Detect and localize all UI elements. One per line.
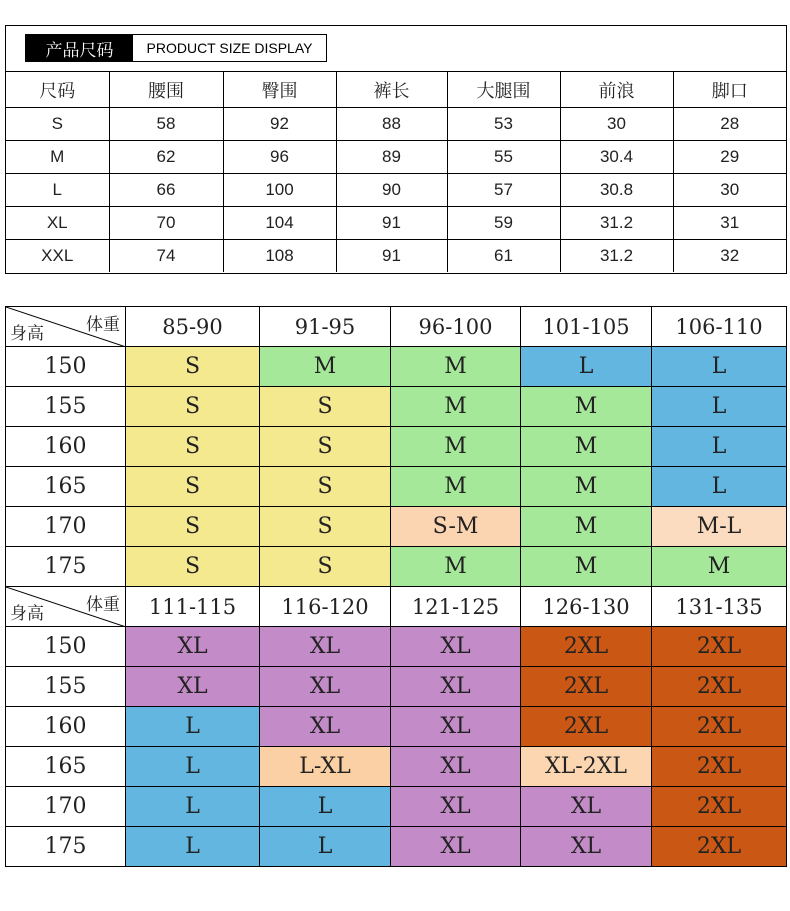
- height-cell: 170: [6, 507, 126, 547]
- weight-range-cell: 91-95: [260, 307, 391, 347]
- size-value-cell: 59: [447, 207, 560, 240]
- recommended-size-cell: L: [260, 827, 391, 867]
- size-value-cell: 30: [560, 108, 673, 141]
- size-value-cell: 104: [223, 207, 336, 240]
- size-value-cell: 58: [109, 108, 223, 141]
- size-value-cell: 29: [673, 141, 786, 174]
- recommended-size-cell: M: [391, 467, 521, 507]
- recommended-size-cell: M: [521, 387, 652, 427]
- size-value-cell: 30.4: [560, 141, 673, 174]
- recommended-size-cell: M: [391, 347, 521, 387]
- recommended-size-cell: 2XL: [652, 707, 787, 747]
- recommended-size-cell: 2XL: [652, 627, 787, 667]
- size-table-row: [6, 240, 786, 273]
- size-table-header-cell: 臀围: [223, 72, 336, 108]
- recommended-size-cell: XL: [521, 787, 652, 827]
- recommended-size-cell: XL: [391, 627, 521, 667]
- recommended-size-cell: XL: [391, 747, 521, 787]
- size-value-cell: 70: [109, 207, 223, 240]
- recommended-size-cell: XL: [260, 707, 391, 747]
- height-row: [6, 667, 787, 707]
- height-cell: 155: [6, 387, 126, 427]
- size-value-cell: 28: [673, 108, 786, 141]
- size-table-header-cell: 尺码: [6, 72, 109, 108]
- recommended-size-cell: L: [260, 787, 391, 827]
- height-cell: 165: [6, 467, 126, 507]
- recommended-size-cell: 2XL: [521, 627, 652, 667]
- recommended-size-cell: S-M: [391, 507, 521, 547]
- size-value-cell: 66: [109, 174, 223, 207]
- size-recommendation-table: [5, 306, 787, 867]
- size-table-header-row: [6, 72, 786, 108]
- corner-height-label: 身高: [10, 604, 44, 624]
- corner-header-cell: [6, 587, 126, 627]
- recommended-size-cell: M: [652, 547, 787, 587]
- size-value-cell: 90: [336, 174, 447, 207]
- recommended-size-cell: M: [521, 467, 652, 507]
- height-cell: 175: [6, 827, 126, 867]
- height-row: [6, 787, 787, 827]
- recommended-size-cell: XL: [521, 827, 652, 867]
- size-value-cell: 96: [223, 141, 336, 174]
- size-table-row: [6, 207, 786, 240]
- size-value-cell: 92: [223, 108, 336, 141]
- corner-height-label: 身高: [10, 324, 44, 344]
- size-chart-title: [25, 34, 327, 62]
- recommended-size-cell: 2XL: [521, 707, 652, 747]
- recommended-size-cell: XL: [260, 627, 391, 667]
- height-row: [6, 627, 787, 667]
- size-table-header-cell: 脚口: [673, 72, 786, 108]
- height-row: [6, 707, 787, 747]
- size-label-cell: S: [6, 108, 109, 141]
- recommended-size-cell: XL: [391, 667, 521, 707]
- recommended-size-cell: L: [126, 787, 260, 827]
- recommended-size-cell: L: [521, 347, 652, 387]
- size-label-cell: XXL: [6, 240, 109, 273]
- height-cell: 170: [6, 787, 126, 827]
- size-value-cell: 55: [447, 141, 560, 174]
- recommended-size-cell: 2XL: [652, 787, 787, 827]
- recommended-size-cell: M: [391, 387, 521, 427]
- recommended-size-cell: L: [126, 707, 260, 747]
- height-row: [6, 387, 787, 427]
- height-row: [6, 747, 787, 787]
- height-row: [6, 827, 787, 867]
- size-chart-title-cn: 产品尺码: [26, 35, 133, 61]
- weight-range-cell: 101-105: [521, 307, 652, 347]
- size-value-cell: 31.2: [560, 240, 673, 273]
- size-value-cell: 108: [223, 240, 336, 273]
- size-value-cell: 74: [109, 240, 223, 273]
- recommended-size-cell: M: [260, 347, 391, 387]
- recommended-size-cell: M-L: [652, 507, 787, 547]
- height-row: [6, 507, 787, 547]
- recommended-size-cell: 2XL: [652, 667, 787, 707]
- recommended-size-cell: M: [521, 427, 652, 467]
- weight-range-cell: 131-135: [652, 587, 787, 627]
- size-label-cell: XL: [6, 207, 109, 240]
- recommended-size-cell: XL: [126, 627, 260, 667]
- size-value-cell: 89: [336, 141, 447, 174]
- size-table-row: [6, 108, 786, 141]
- corner-weight-label: 体重: [86, 315, 120, 335]
- weight-header-row: [6, 587, 787, 627]
- size-table-header-cell: 大腿围: [447, 72, 560, 108]
- size-value-cell: 61: [447, 240, 560, 273]
- recommended-size-cell: S: [126, 347, 260, 387]
- recommended-size-cell: M: [391, 547, 521, 587]
- size-table-header-cell: 裤长: [336, 72, 447, 108]
- size-table-header-cell: 腰围: [109, 72, 223, 108]
- weight-range-cell: 96-100: [391, 307, 521, 347]
- recommended-size-cell: S: [126, 547, 260, 587]
- recommended-size-cell: L: [652, 427, 787, 467]
- size-value-cell: 91: [336, 240, 447, 273]
- recommended-size-cell: S: [126, 467, 260, 507]
- height-row: [6, 547, 787, 587]
- recommended-size-cell: S: [260, 507, 391, 547]
- recommended-size-cell: XL: [126, 667, 260, 707]
- recommended-size-cell: L: [126, 747, 260, 787]
- recommended-size-cell: L: [652, 467, 787, 507]
- size-table-row: [6, 141, 786, 174]
- size-value-cell: 31.2: [560, 207, 673, 240]
- recommended-size-cell: S: [126, 387, 260, 427]
- weight-range-cell: 121-125: [391, 587, 521, 627]
- size-value-cell: 31: [673, 207, 786, 240]
- recommended-size-cell: 2XL: [652, 827, 787, 867]
- recommended-size-cell: XL: [391, 827, 521, 867]
- size-chart: [5, 25, 787, 274]
- size-chart-title-en: PRODUCT SIZE DISPLAY: [133, 35, 326, 61]
- size-value-cell: 30.8: [560, 174, 673, 207]
- recommended-size-cell: M: [521, 507, 652, 547]
- recommended-size-cell: XL: [391, 787, 521, 827]
- size-value-cell: 53: [447, 108, 560, 141]
- weight-range-cell: 106-110: [652, 307, 787, 347]
- height-cell: 165: [6, 747, 126, 787]
- height-row: [6, 467, 787, 507]
- size-value-cell: 100: [223, 174, 336, 207]
- recommended-size-cell: M: [521, 547, 652, 587]
- recommended-size-cell: S: [126, 427, 260, 467]
- recommended-size-cell: S: [260, 467, 391, 507]
- weight-range-cell: 116-120: [260, 587, 391, 627]
- weight-header-row: [6, 307, 787, 347]
- recommended-size-cell: 2XL: [652, 747, 787, 787]
- height-cell: 160: [6, 427, 126, 467]
- recommended-size-cell: XL: [260, 667, 391, 707]
- height-cell: 150: [6, 627, 126, 667]
- corner-header-cell: [6, 307, 126, 347]
- recommended-size-cell: L: [652, 347, 787, 387]
- height-row: [6, 347, 787, 387]
- height-row: [6, 427, 787, 467]
- corner-weight-label: 体重: [86, 595, 120, 615]
- recommended-size-cell: L-XL: [260, 747, 391, 787]
- height-cell: 175: [6, 547, 126, 587]
- height-cell: 150: [6, 347, 126, 387]
- recommended-size-cell: S: [260, 547, 391, 587]
- height-cell: 155: [6, 667, 126, 707]
- recommended-size-cell: 2XL: [521, 667, 652, 707]
- recommended-size-cell: S: [126, 507, 260, 547]
- size-measurement-table: [6, 71, 786, 272]
- weight-range-cell: 85-90: [126, 307, 260, 347]
- size-table-row: [6, 174, 786, 207]
- weight-range-cell: 126-130: [521, 587, 652, 627]
- height-cell: 160: [6, 707, 126, 747]
- size-value-cell: 62: [109, 141, 223, 174]
- recommended-size-cell: XL: [391, 707, 521, 747]
- recommended-size-cell: S: [260, 387, 391, 427]
- size-table-header-cell: 前浪: [560, 72, 673, 108]
- size-value-cell: 32: [673, 240, 786, 273]
- size-value-cell: 57: [447, 174, 560, 207]
- size-value-cell: 88: [336, 108, 447, 141]
- size-value-cell: 30: [673, 174, 786, 207]
- recommended-size-cell: XL-2XL: [521, 747, 652, 787]
- size-value-cell: 91: [336, 207, 447, 240]
- size-label-cell: M: [6, 141, 109, 174]
- recommended-size-cell: S: [260, 427, 391, 467]
- size-label-cell: L: [6, 174, 109, 207]
- recommended-size-cell: L: [126, 827, 260, 867]
- weight-range-cell: 111-115: [126, 587, 260, 627]
- recommended-size-cell: L: [652, 387, 787, 427]
- recommended-size-cell: M: [391, 427, 521, 467]
